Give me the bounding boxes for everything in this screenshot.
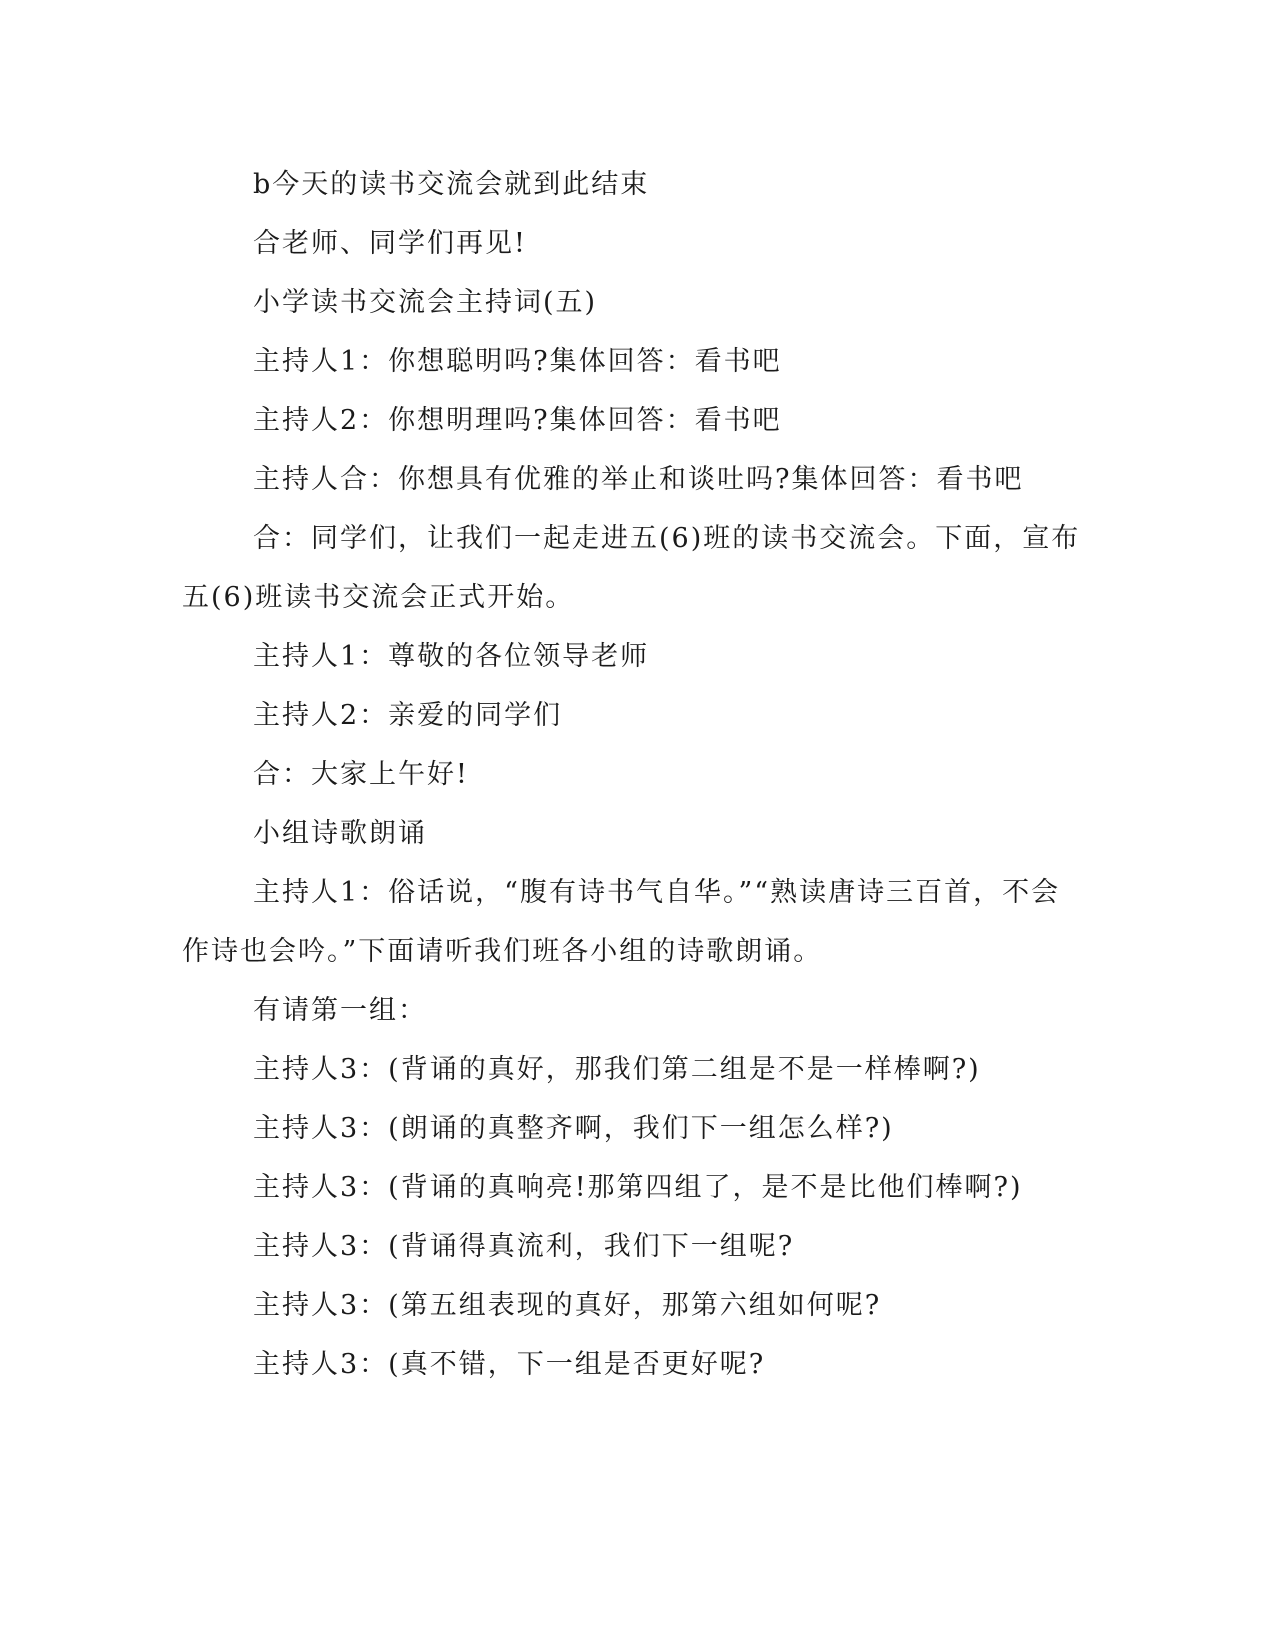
paragraph: 主持人3：(背诵得真流利，我们下一组呢?	[253, 1231, 795, 1262]
paragraph: 主持人3：(真不错，下一组是否更好呢?	[253, 1349, 766, 1380]
section-heading: 小组诗歌朗诵	[253, 818, 427, 849]
paragraph: 主持人合：你想具有优雅的举止和谈吐吗?集体回答：看书吧	[253, 464, 1024, 495]
paragraph: 主持人2：你想明理吗?集体回答：看书吧	[253, 405, 782, 436]
paragraph: 主持人1：你想聪明吗?集体回答：看书吧	[253, 346, 782, 377]
paragraph-closing: b今天的读书交流会就到此结束	[253, 169, 650, 200]
document-body	[182, 155, 1082, 1394]
paragraph: 主持人3：(背诵的真响亮!那第四组了，是不是比他们棒啊?)	[253, 1172, 1023, 1203]
paragraph: 有请第一组：	[253, 995, 427, 1026]
paragraph: 主持人1：俗话说，“腹有诗书气自华。”“熟读唐诗三百首，不会作诗也会吟。”下面请听我们班各小组的诗歌朗诵。	[182, 877, 1061, 967]
paragraph: 主持人2：亲爱的同学们	[253, 700, 563, 731]
paragraph: 主持人1：尊敬的各位领导老师	[253, 641, 650, 672]
paragraph: 主持人3：(朗诵的真整齐啊，我们下一组怎么样?)	[253, 1113, 894, 1144]
paragraph: 主持人3：(背诵的真好，那我们第二组是不是一样棒啊?)	[253, 1054, 981, 1085]
paragraph: 合：同学们，让我们一起走进五(6)班的读书交流会。下面，宣布五(6)班读书交流会正式开始。	[182, 523, 1081, 613]
section-heading: 小学读书交流会主持词(五)	[253, 287, 598, 318]
paragraph: 主持人3：(第五组表现的真好，那第六组如何呢?	[253, 1290, 882, 1321]
paragraph-farewell: 合老师、同学们再见!	[253, 228, 527, 259]
paragraph: 合：大家上午好!	[253, 759, 469, 790]
